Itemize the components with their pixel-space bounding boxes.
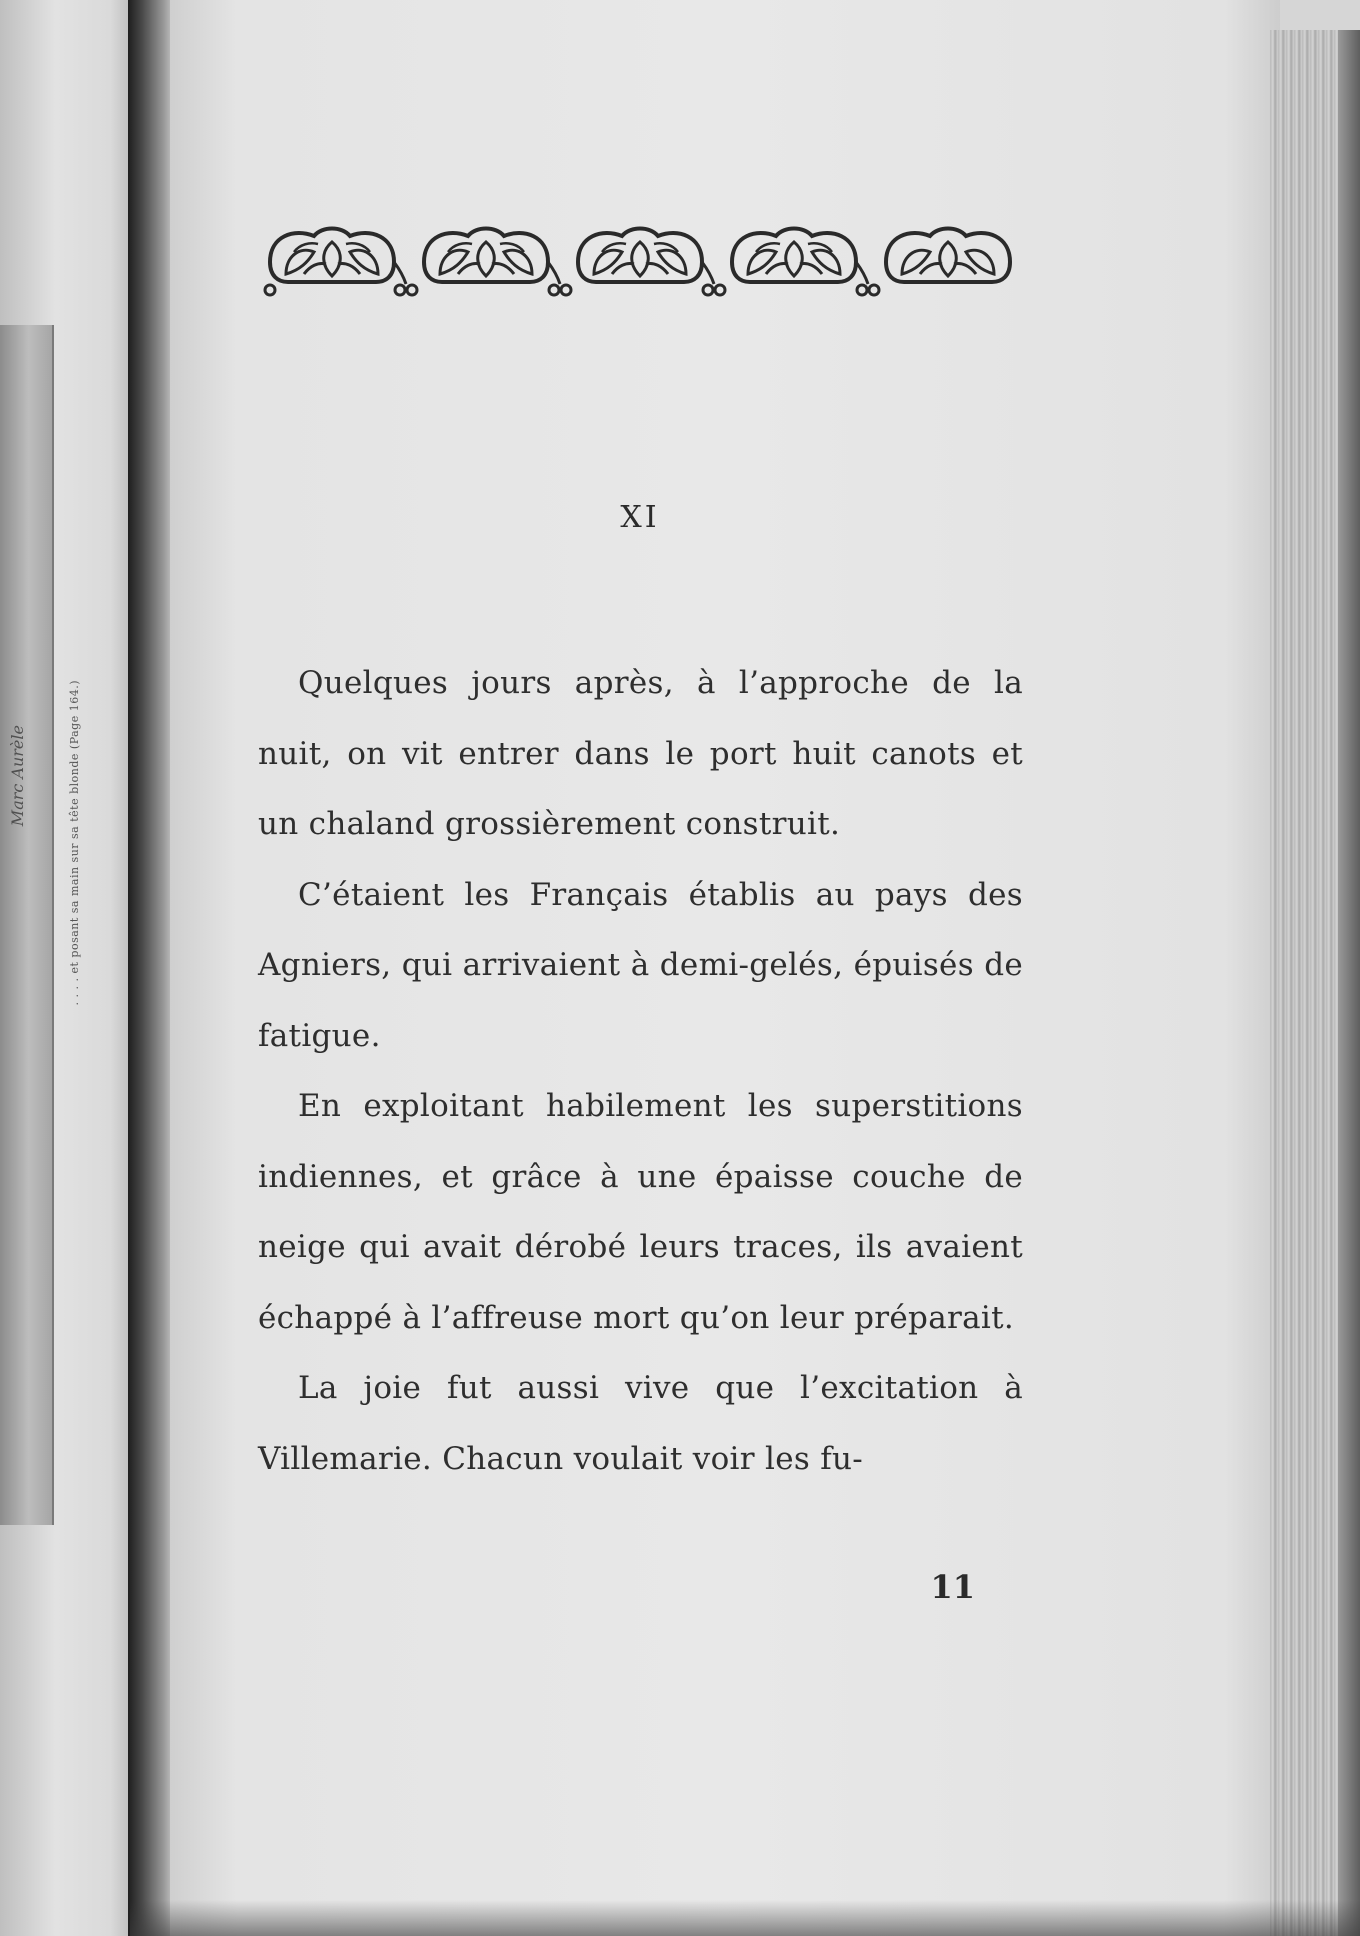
plate-signature: Marc Aurèle <box>8 725 27 827</box>
floral-headpiece-icon <box>262 222 1025 302</box>
paragraph: Quelques jours après, à l’approche de la nuit, on vit entrer dans le port huit canots et un chaland grossièrement construit. <box>258 665 1023 842</box>
page-number: 11 <box>930 1568 975 1606</box>
page-edges <box>1270 30 1360 1936</box>
book-gutter <box>128 0 176 1936</box>
paragraph: En exploitant habilement les superstitions indiennes, et grâce à une épaisse couche de neige qui avait dérobé leurs traces, ils avaient échappé à l’affreuse mort qu’on leur préparait. <box>258 1088 1023 1336</box>
bottom-shadow <box>130 1900 1360 1936</box>
paragraph: C’étaient les Français établis au pays des Agniers, qui arrivaient à demi-gelés, épuisés de fatigue. <box>258 876 1023 1054</box>
facing-page <box>0 0 138 1936</box>
paragraph: La joie fut aussi vive que l’excitation à Villemarie. Chacun voulait voir les fu- <box>258 1370 1023 1477</box>
chapter-number: XI <box>620 500 660 535</box>
illustration-plate <box>0 325 54 1525</box>
chapter-body <box>258 648 1023 1494</box>
plate-caption: . . . . et posant sa main sur sa tête blonde (Page 164.) <box>68 680 81 1006</box>
